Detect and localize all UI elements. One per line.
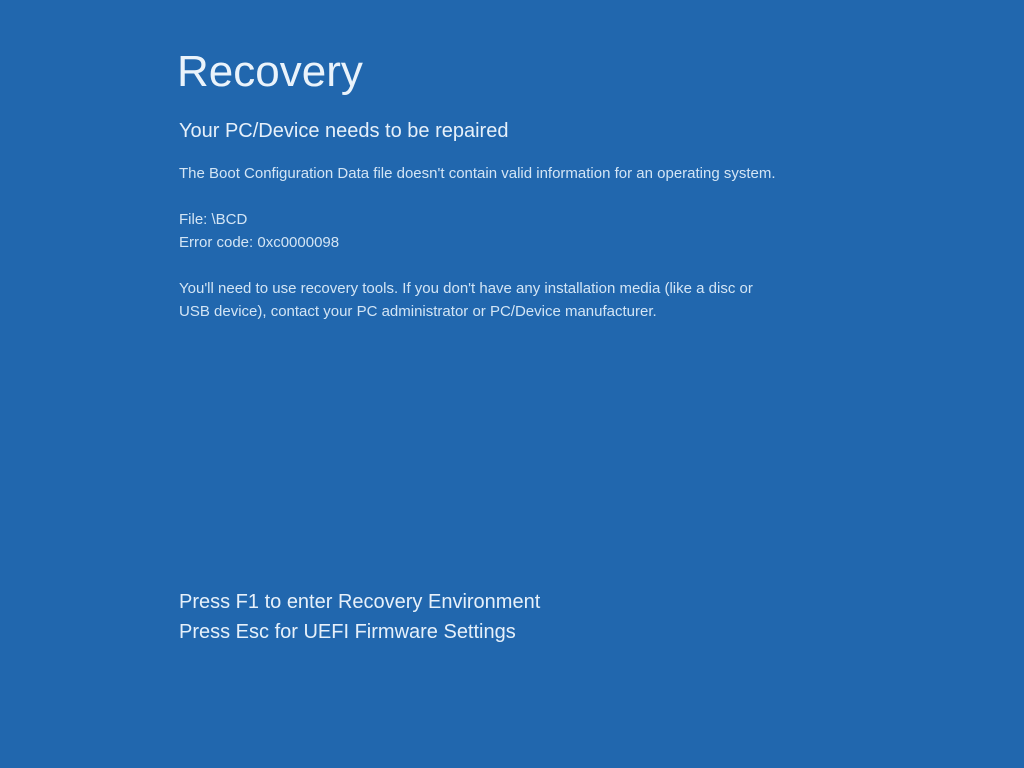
press-esc-action: Press Esc for UEFI Firmware Settings — [179, 621, 516, 643]
key-actions — [179, 587, 540, 647]
page-title: Recovery — [177, 47, 363, 96]
recovery-instructions: You'll need to use recovery tools. If you don't have any installation media (like a disc or USB device), contact your PC administrator or PC/Device manufacturer. — [179, 280, 753, 320]
press-f1-action: Press F1 to enter Recovery Environment — [179, 591, 541, 613]
file-path-label: File: \BCD — [179, 211, 248, 228]
error-code-label: Error code: 0xc0000098 — [179, 234, 340, 251]
error-description: The Boot Configuration Data file doesn't contain valid information for an operating system. — [179, 165, 776, 182]
repair-needed-subtitle: Your PC/Device needs to be repaired — [179, 120, 509, 142]
